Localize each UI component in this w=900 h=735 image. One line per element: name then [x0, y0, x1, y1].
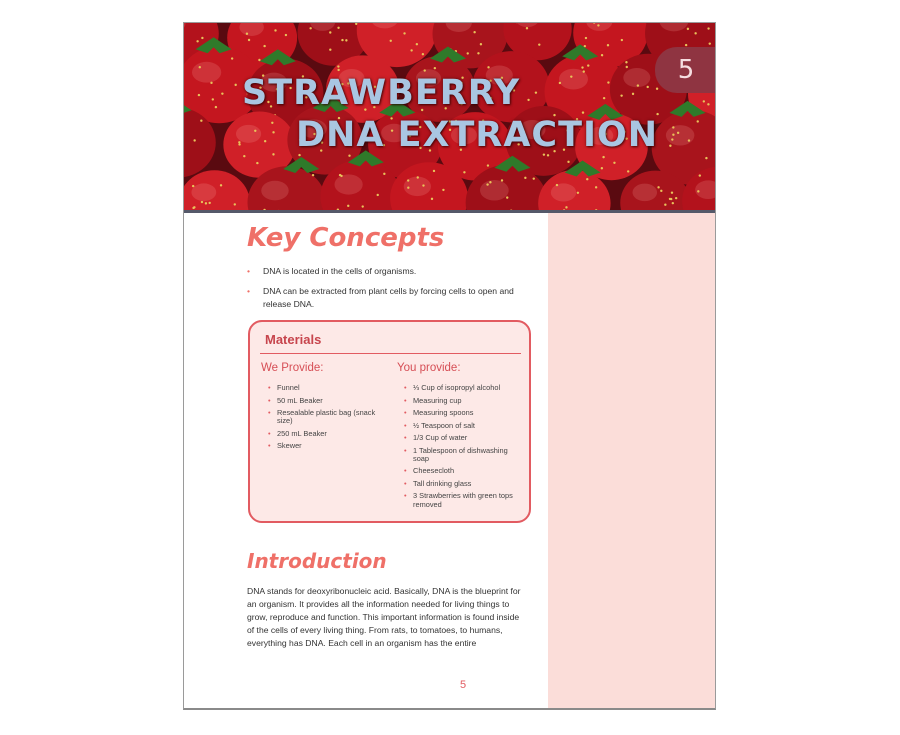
- material-item: 3 Strawberries with green tops removed: [413, 491, 513, 509]
- strawberry-seed: [198, 94, 200, 96]
- strawberry-seed: [200, 120, 202, 122]
- strawberry-seed: [601, 54, 603, 56]
- document-page: [183, 22, 716, 710]
- bullet-icon: •: [404, 395, 407, 405]
- strawberry-seed: [595, 186, 597, 188]
- strawberry-seed: [707, 103, 709, 105]
- strawberry-seed: [524, 177, 526, 179]
- strawberry-seed: [193, 139, 195, 141]
- key-concepts-heading: Key Concepts: [247, 223, 445, 253]
- strawberry-seed: [196, 40, 198, 42]
- list-item: [400, 422, 520, 430]
- strawberry-seed: [274, 29, 276, 31]
- strawberry-seed: [383, 173, 385, 175]
- bullet-icon: •: [268, 408, 271, 417]
- strawberry-seed: [601, 167, 603, 169]
- strawberry-seed: [309, 27, 311, 29]
- material-item: Measuring cup: [413, 395, 462, 405]
- bullet-icon: •: [268, 428, 271, 438]
- material-item: Skewer: [277, 441, 302, 451]
- strawberry-seed: [329, 31, 331, 33]
- strawberry-seed: [473, 31, 475, 33]
- strawberry-seed: [699, 174, 701, 176]
- list-item: [264, 409, 382, 426]
- strawberry-seed: [205, 202, 207, 204]
- bullet-icon: •: [404, 420, 407, 430]
- strawberry-seed: [697, 190, 699, 192]
- strawberry-seed: [424, 69, 426, 71]
- material-item: ½ Teaspoon of salt: [413, 420, 475, 430]
- page-number: 5: [460, 679, 467, 691]
- list-item: [264, 397, 382, 405]
- strawberry-seed: [585, 37, 587, 39]
- strawberry-highlight: [623, 68, 650, 87]
- material-item: 250 mL Beaker: [277, 428, 327, 438]
- bullet-icon: •: [404, 408, 407, 417]
- strawberry-seed: [208, 202, 210, 204]
- strawberry-seed: [463, 171, 465, 173]
- bullet-icon: •: [268, 395, 271, 405]
- strawberry-seed: [433, 170, 435, 172]
- key-concepts-list: [247, 265, 532, 318]
- list-item: [400, 467, 520, 475]
- strawberry-seed: [416, 43, 418, 45]
- strawberry-seed: [625, 61, 627, 63]
- strawberry-seed: [709, 42, 711, 44]
- material-item: 50 mL Beaker: [277, 395, 323, 405]
- strawberry-seed: [607, 44, 609, 46]
- strawberry-seed: [501, 179, 503, 181]
- strawberry-seed: [671, 192, 673, 194]
- strawberry-seed: [285, 34, 287, 36]
- strawberry-seed: [703, 100, 705, 102]
- strawberry-highlight: [192, 62, 221, 83]
- we-provide-list: [264, 384, 382, 455]
- strawberry-seed: [556, 184, 558, 186]
- bullet-icon: •: [404, 478, 407, 488]
- strawberry-seed: [506, 196, 508, 198]
- strawberry-seed: [672, 202, 674, 204]
- strawberry-seed: [220, 184, 222, 186]
- strawberry-seed: [243, 155, 245, 157]
- introduction-heading: Introduction: [247, 549, 387, 573]
- strawberry-highlight: [480, 180, 509, 200]
- strawberry-seed: [407, 187, 409, 189]
- introduction-body: DNA stands for deoxyribonucleic acid. Basically, DNA is the blueprint for an organism. It provides all the information needed for living things to grow, reproduce and function. This important information is found inside of the cells of every living thing. From rats, to tomatoes, to humans, everything has DNA. Each cell in an organism has the entire: [247, 586, 521, 649]
- materials-box: [248, 320, 531, 523]
- strawberry-seed: [347, 205, 349, 207]
- strawberry-seed: [707, 27, 709, 29]
- strawberry-seed: [632, 93, 634, 95]
- strawberry-seed: [582, 111, 584, 113]
- material-item: Cheesecloth: [413, 466, 455, 476]
- strawberry-seed: [246, 33, 248, 35]
- strawberry-seed: [480, 43, 482, 45]
- strawberry-seed: [272, 153, 274, 155]
- key-concept-text: DNA can be extracted from plant cells by forcing cells to open and release DNA.: [263, 286, 514, 309]
- strawberry-seed: [486, 183, 488, 185]
- strawberry-seed: [477, 52, 479, 54]
- strawberry-seed: [577, 192, 579, 194]
- strawberry-seed: [621, 39, 623, 41]
- strawberry-seed: [603, 97, 605, 99]
- strawberry-seed: [192, 207, 194, 209]
- strawberry-seed: [565, 206, 567, 208]
- strawberry-seed: [442, 189, 444, 191]
- material-item: 1/3 Cup of water: [413, 433, 468, 442]
- key-concept-text: DNA is located in the cells of organisms.: [263, 266, 417, 276]
- side-panel: [548, 213, 716, 710]
- strawberry-seed: [417, 176, 419, 178]
- strawberry-seed: [675, 197, 677, 199]
- materials-divider: [260, 353, 521, 354]
- strawberry-seed: [201, 201, 203, 203]
- list-item: [247, 285, 532, 311]
- strawberry-seed: [192, 185, 194, 187]
- strawberry-seed: [694, 32, 696, 34]
- strawberry-seed: [586, 178, 588, 180]
- strawberry-seed: [345, 39, 347, 41]
- bullet-icon: •: [404, 383, 407, 392]
- bullet-icon: •: [247, 286, 251, 296]
- bullet-icon: •: [247, 266, 251, 276]
- strawberry-seed: [620, 94, 622, 96]
- strawberry-seed: [329, 49, 331, 51]
- strawberry-highlight: [261, 181, 288, 201]
- strawberry-seed: [672, 134, 674, 136]
- strawberry-seed: [434, 67, 436, 69]
- bullet-icon: •: [404, 466, 407, 476]
- strawberry-seed: [215, 106, 217, 108]
- strawberry-seed: [431, 198, 433, 200]
- strawberry-seed: [258, 59, 260, 61]
- strawberry-seed: [597, 24, 599, 26]
- strawberry-seed: [705, 157, 707, 159]
- strawberry-seed: [672, 126, 674, 128]
- strawberry-seed: [538, 43, 540, 45]
- strawberry-seed: [626, 66, 628, 68]
- strawberry-seed: [657, 186, 659, 188]
- strawberry-seed: [362, 205, 364, 207]
- strawberry-seed: [271, 122, 273, 124]
- strawberry-seed: [567, 161, 569, 163]
- bullet-icon: •: [404, 445, 407, 455]
- we-provide-heading: We Provide:: [261, 362, 324, 374]
- material-item: Tall drinking glass: [413, 478, 472, 488]
- list-item: [400, 447, 520, 464]
- strawberry-seed: [687, 28, 689, 30]
- strawberry-seed: [671, 138, 673, 140]
- strawberry-seed: [422, 184, 424, 186]
- strawberry-seed: [410, 49, 412, 51]
- strawberry-seed: [337, 27, 339, 29]
- strawberry-highlight: [551, 183, 576, 201]
- strawberry-seed: [535, 91, 537, 93]
- strawberry-seed: [583, 70, 585, 72]
- strawberry-seed: [422, 53, 424, 55]
- list-item: [400, 397, 520, 405]
- title-line-2: DNA EXTRACTION: [296, 115, 659, 155]
- strawberry-seed: [627, 170, 629, 172]
- materials-heading: Materials: [265, 332, 322, 347]
- strawberry-seed: [340, 175, 342, 177]
- bullet-icon: •: [404, 491, 407, 501]
- chapter-badge: 5: [655, 47, 716, 93]
- strawberry-seed: [337, 65, 339, 67]
- material-item: ⅓ Cup of isopropyl alcohol: [413, 383, 501, 392]
- strawberry-seed: [210, 82, 212, 84]
- strawberry-seed: [256, 162, 258, 164]
- you-provide-list: [400, 384, 520, 513]
- strawberry-seed: [264, 140, 266, 142]
- strawberry-highlight: [236, 125, 261, 143]
- list-item: [264, 430, 382, 438]
- material-item: Measuring spoons: [413, 408, 474, 417]
- bullet-icon: •: [268, 383, 271, 392]
- list-item: [264, 442, 382, 450]
- list-item: [400, 434, 520, 442]
- strawberry-seed: [263, 45, 265, 47]
- strawberry-seed: [337, 69, 339, 71]
- strawberry-seed: [403, 32, 405, 34]
- you-provide-heading: You provide:: [397, 362, 461, 374]
- strawberry-seed: [487, 66, 489, 68]
- strawberry-seed: [526, 27, 528, 29]
- strawberry-seed: [688, 139, 690, 141]
- strawberry-seed: [664, 203, 666, 205]
- list-item: [264, 384, 382, 392]
- strawberry-seed: [238, 143, 240, 145]
- strawberry-seed: [587, 64, 589, 66]
- strawberry-seed: [238, 141, 240, 143]
- strawberry-seed: [533, 177, 535, 179]
- strawberry-seed: [677, 132, 679, 134]
- strawberry-seed: [341, 39, 343, 41]
- list-item: [400, 480, 520, 488]
- strawberry-seed: [607, 81, 609, 83]
- strawberry-seed: [231, 57, 233, 59]
- strawberry-seed: [637, 84, 639, 86]
- strawberry-highlight: [191, 183, 216, 201]
- strawberry-seed: [670, 198, 672, 200]
- title-line-1: STRAWBERRY: [242, 73, 521, 113]
- strawberry-seed: [248, 39, 250, 41]
- strawberry-seed: [602, 156, 604, 158]
- strawberry-seed: [390, 40, 392, 42]
- bullet-icon: •: [268, 441, 271, 451]
- list-item: [400, 384, 520, 392]
- strawberry-seed: [407, 179, 409, 181]
- strawberry-seed: [254, 130, 256, 132]
- strawberry-seed: [613, 162, 615, 164]
- material-item: Resealable plastic bag (snack size): [277, 408, 376, 426]
- material-item: Funnel: [277, 383, 300, 392]
- strawberry-seed: [527, 99, 529, 101]
- strawberry-seed: [487, 164, 489, 166]
- strawberry-seed: [377, 194, 379, 196]
- strawberry-seed: [234, 203, 236, 205]
- strawberry-highlight: [633, 184, 658, 202]
- list-item: [247, 265, 532, 278]
- list-item: [400, 492, 520, 509]
- strawberry-seed: [660, 190, 662, 192]
- header-banner: [184, 23, 716, 211]
- strawberry-seed: [272, 131, 274, 133]
- strawberry-seed: [234, 84, 236, 86]
- strawberry-highlight: [666, 125, 694, 145]
- strawberry-seed: [312, 174, 314, 176]
- strawberry-seed: [570, 75, 572, 77]
- strawberry-seed: [201, 37, 203, 39]
- strawberry-seed: [467, 52, 469, 54]
- strawberry-seed: [559, 82, 561, 84]
- strawberry-seed: [697, 120, 699, 122]
- strawberry-seed: [647, 86, 649, 88]
- strawberry-highlight: [335, 174, 363, 194]
- strawberry-seed: [199, 66, 201, 68]
- strawberry-seed: [221, 92, 223, 94]
- strawberry-seed: [489, 181, 491, 183]
- material-item: 1 Tablespoon of dishwashing soap: [413, 445, 508, 463]
- strawberry-seed: [212, 98, 214, 100]
- list-item: [400, 409, 520, 417]
- strawberry-seed: [656, 88, 658, 90]
- strawberry-seed: [669, 145, 671, 147]
- strawberry-seed: [685, 44, 687, 46]
- bullet-icon: •: [404, 433, 407, 442]
- strawberry-seed: [581, 66, 583, 68]
